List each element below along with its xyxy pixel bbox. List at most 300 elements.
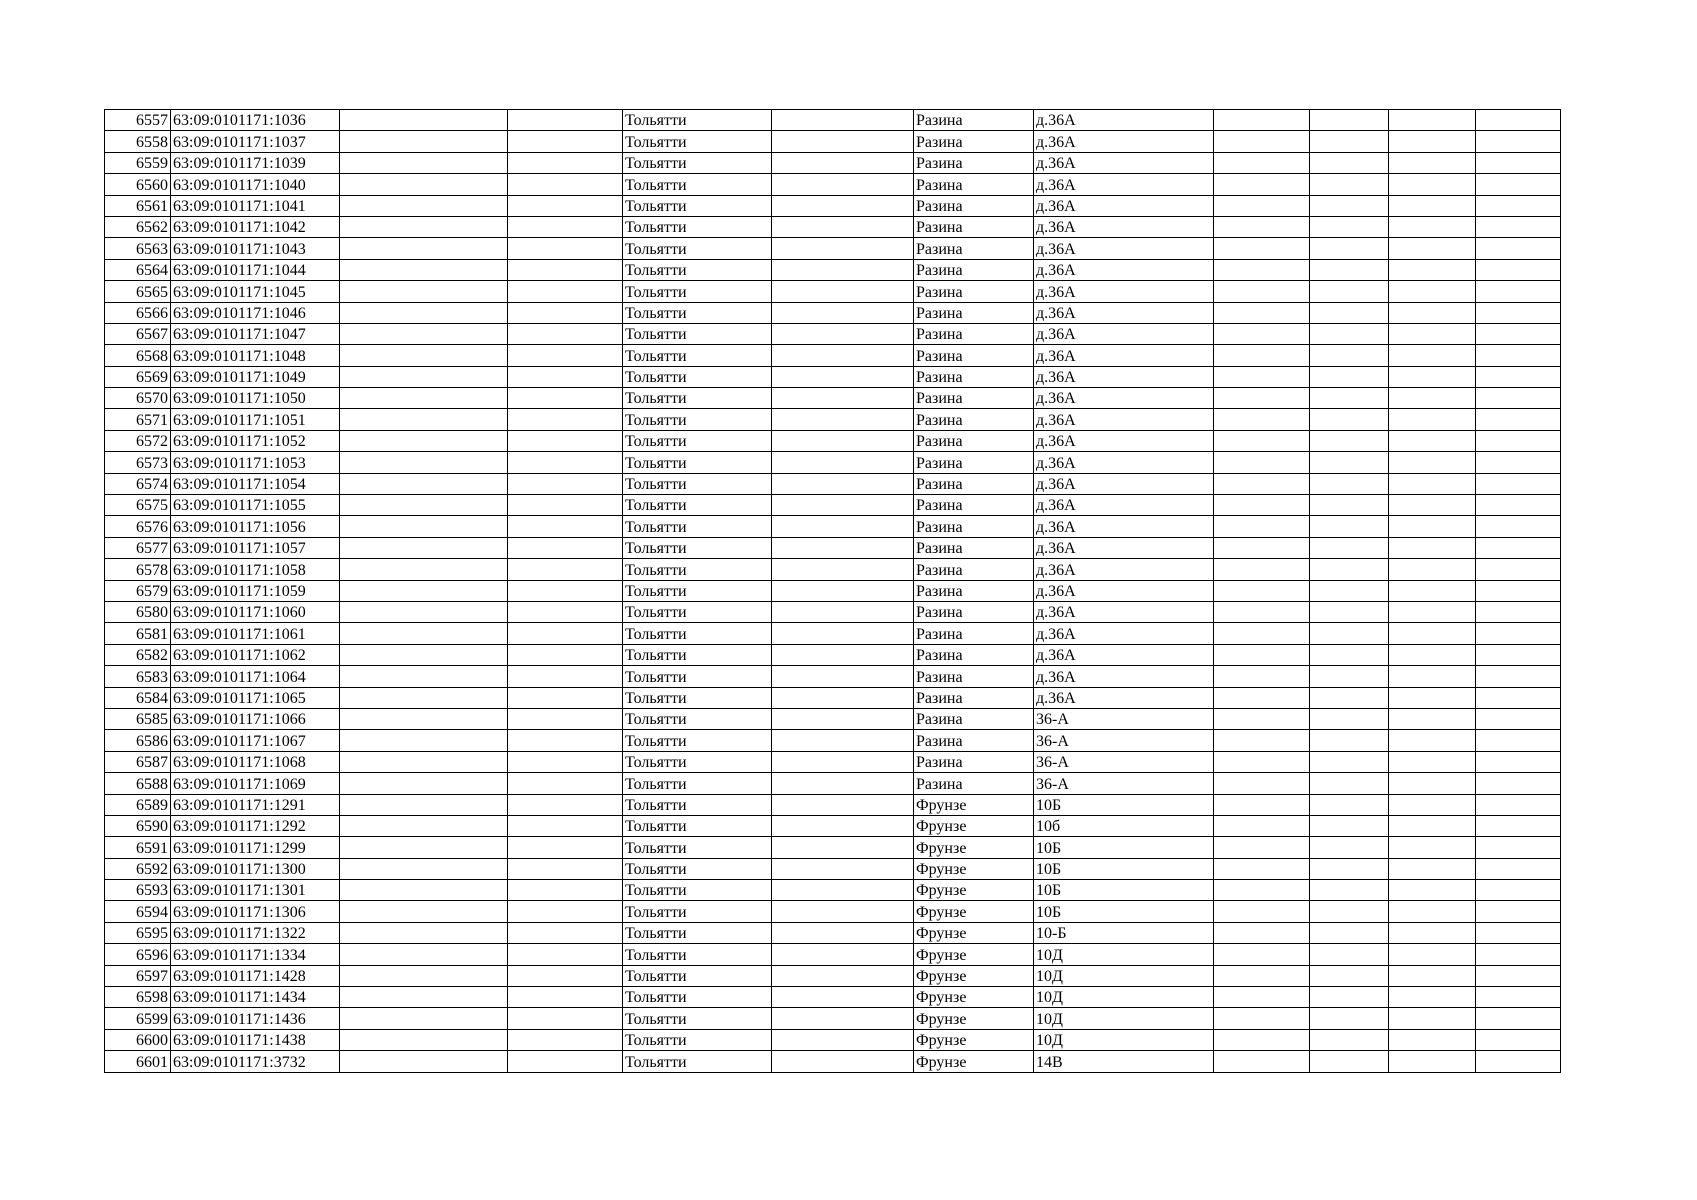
empty-cell [1310,131,1389,152]
empty-cell [340,452,508,473]
empty-cell [772,1051,914,1072]
house-number: д.36А [1034,623,1214,644]
table-row [105,473,1561,494]
table-row [105,259,1561,280]
house-number: 10Д [1034,1008,1214,1029]
house-number: д.36А [1034,110,1214,131]
row-number: 6590 [105,815,171,836]
house-number: д.36А [1034,302,1214,323]
empty-cell [508,388,623,409]
house-number: 36-А [1034,730,1214,751]
house-number: д.36А [1034,452,1214,473]
row-number: 6583 [105,666,171,687]
empty-cell [340,1051,508,1072]
row-number: 6601 [105,1051,171,1072]
row-number: 6563 [105,238,171,259]
cadastral-number: 63:09:0101171:1049 [171,366,340,387]
table-row [105,281,1561,302]
empty-cell [1389,537,1476,558]
house-number: д.36А [1034,366,1214,387]
empty-cell [1389,987,1476,1008]
empty-cell [1389,708,1476,729]
house-number: 10Б [1034,880,1214,901]
empty-cell [1476,901,1561,922]
row-number: 6561 [105,195,171,216]
empty-cell [1310,901,1389,922]
cadastral-number: 63:09:0101171:1062 [171,644,340,665]
empty-cell [340,366,508,387]
empty-cell [1214,323,1310,344]
house-number: д.36А [1034,152,1214,173]
empty-cell [508,345,623,366]
empty-cell [772,559,914,580]
empty-cell [1214,580,1310,601]
row-number: 6586 [105,730,171,751]
empty-cell [1389,794,1476,815]
city-name: Тольятти [623,773,772,794]
empty-cell [1389,880,1476,901]
street-name: Разина [914,516,1034,537]
empty-cell [772,430,914,451]
empty-cell [1310,858,1389,879]
cadastral-number: 63:09:0101171:1061 [171,623,340,644]
empty-cell [1310,216,1389,237]
empty-cell [772,495,914,516]
house-number: д.36А [1034,601,1214,622]
empty-cell [772,601,914,622]
empty-cell [508,559,623,580]
empty-cell [1310,388,1389,409]
city-name: Тольятти [623,580,772,601]
empty-cell [1389,516,1476,537]
empty-cell [1389,687,1476,708]
empty-cell [1214,708,1310,729]
empty-cell [340,687,508,708]
empty-cell [772,131,914,152]
empty-cell [1214,987,1310,1008]
empty-cell [508,452,623,473]
street-name: Разина [914,131,1034,152]
city-name: Тольятти [623,345,772,366]
empty-cell [508,473,623,494]
empty-cell [1476,687,1561,708]
empty-cell [1389,623,1476,644]
city-name: Тольятти [623,730,772,751]
city-name: Тольятти [623,922,772,943]
table-row [105,238,1561,259]
empty-cell [1389,601,1476,622]
house-number: д.36А [1034,580,1214,601]
empty-cell [1476,495,1561,516]
empty-cell [340,409,508,430]
empty-cell [1389,559,1476,580]
empty-cell [1214,815,1310,836]
empty-cell [1389,345,1476,366]
city-name: Тольятти [623,409,772,430]
empty-cell [340,837,508,858]
empty-cell [1389,965,1476,986]
empty-cell [1389,195,1476,216]
empty-cell [508,430,623,451]
empty-cell [1476,1008,1561,1029]
house-number: д.36А [1034,666,1214,687]
empty-cell [1389,323,1476,344]
empty-cell [1389,751,1476,772]
row-number: 6578 [105,559,171,580]
empty-cell [1214,110,1310,131]
house-number: д.36А [1034,259,1214,280]
cadastral-number: 63:09:0101171:1060 [171,601,340,622]
table-row [105,430,1561,451]
empty-cell [772,152,914,173]
table-row [105,773,1561,794]
house-number: д.36А [1034,495,1214,516]
empty-cell [1214,922,1310,943]
cadastral-number: 63:09:0101171:1299 [171,837,340,858]
empty-cell [1389,944,1476,965]
table-row [105,837,1561,858]
empty-cell [1476,708,1561,729]
table-row [105,858,1561,879]
empty-cell [340,901,508,922]
empty-cell [1310,687,1389,708]
empty-cell [1310,452,1389,473]
empty-cell [1476,559,1561,580]
empty-cell [1310,965,1389,986]
empty-cell [340,666,508,687]
empty-cell [1310,516,1389,537]
row-number: 6565 [105,281,171,302]
empty-cell [1476,152,1561,173]
empty-cell [772,238,914,259]
empty-cell [1310,110,1389,131]
empty-cell [772,174,914,195]
empty-cell [1310,281,1389,302]
cadastral-number: 63:09:0101171:1044 [171,259,340,280]
city-name: Тольятти [623,281,772,302]
table-row [105,195,1561,216]
empty-cell [1476,601,1561,622]
street-name: Разина [914,751,1034,772]
empty-cell [508,580,623,601]
empty-cell [340,195,508,216]
table-row [105,644,1561,665]
empty-cell [772,516,914,537]
empty-cell [1214,944,1310,965]
empty-cell [1476,922,1561,943]
empty-cell [1214,773,1310,794]
city-name: Тольятти [623,452,772,473]
city-name: Тольятти [623,1051,772,1072]
empty-cell [1389,815,1476,836]
cadastral-number: 63:09:0101171:1292 [171,815,340,836]
empty-cell [1389,366,1476,387]
table-row [105,131,1561,152]
empty-cell [1476,944,1561,965]
row-number: 6566 [105,302,171,323]
empty-cell [1476,131,1561,152]
table-row [105,987,1561,1008]
house-number: д.36А [1034,131,1214,152]
street-name: Разина [914,473,1034,494]
house-number: д.36А [1034,473,1214,494]
empty-cell [772,987,914,1008]
table-row [105,687,1561,708]
empty-cell [1389,901,1476,922]
empty-cell [1214,858,1310,879]
house-number: д.36А [1034,409,1214,430]
empty-cell [1389,174,1476,195]
empty-cell [772,794,914,815]
table-row [105,601,1561,622]
street-name: Разина [914,623,1034,644]
city-name: Тольятти [623,174,772,195]
empty-cell [772,345,914,366]
cadastral-number: 63:09:0101171:1057 [171,537,340,558]
cadastral-number: 63:09:0101171:1069 [171,773,340,794]
empty-cell [772,473,914,494]
table-row [105,944,1561,965]
registry-table-body [105,110,1561,1073]
empty-cell [1389,259,1476,280]
empty-cell [508,1029,623,1050]
street-name: Фрунзе [914,1051,1034,1072]
street-name: Разина [914,495,1034,516]
cadastral-number: 63:09:0101171:1306 [171,901,340,922]
empty-cell [340,601,508,622]
city-name: Тольятти [623,259,772,280]
table-row [105,751,1561,772]
empty-cell [508,366,623,387]
street-name: Разина [914,559,1034,580]
empty-cell [1476,1029,1561,1050]
street-name: Разина [914,644,1034,665]
empty-cell [1476,323,1561,344]
empty-cell [1476,195,1561,216]
house-number: 10Б [1034,794,1214,815]
house-number: д.36А [1034,174,1214,195]
empty-cell [340,345,508,366]
empty-cell [340,259,508,280]
empty-cell [1476,281,1561,302]
empty-cell [1310,366,1389,387]
empty-cell [340,537,508,558]
empty-cell [1476,644,1561,665]
cadastral-number: 63:09:0101171:3732 [171,1051,340,1072]
empty-cell [772,452,914,473]
cadastral-number: 63:09:0101171:1052 [171,430,340,451]
city-name: Тольятти [623,987,772,1008]
empty-cell [1214,751,1310,772]
cadastral-number: 63:09:0101171:1053 [171,452,340,473]
empty-cell [1310,623,1389,644]
empty-cell [772,281,914,302]
city-name: Тольятти [623,1029,772,1050]
empty-cell [340,473,508,494]
empty-cell [772,901,914,922]
empty-cell [772,965,914,986]
cadastral-number: 63:09:0101171:1064 [171,666,340,687]
empty-cell [1310,1051,1389,1072]
empty-cell [508,238,623,259]
row-number: 6594 [105,901,171,922]
empty-cell [1476,773,1561,794]
row-number: 6560 [105,174,171,195]
empty-cell [1310,601,1389,622]
table-row [105,666,1561,687]
empty-cell [1476,452,1561,473]
empty-cell [1389,110,1476,131]
city-name: Тольятти [623,537,772,558]
empty-cell [1476,409,1561,430]
city-name: Тольятти [623,858,772,879]
empty-cell [340,110,508,131]
empty-cell [1476,238,1561,259]
empty-cell [508,516,623,537]
empty-cell [1214,601,1310,622]
empty-cell [1310,944,1389,965]
empty-cell [1310,495,1389,516]
empty-cell [1214,238,1310,259]
empty-cell [1476,366,1561,387]
cadastral-number: 63:09:0101171:1046 [171,302,340,323]
empty-cell [340,858,508,879]
empty-cell [1476,858,1561,879]
empty-cell [508,409,623,430]
house-number: д.36А [1034,281,1214,302]
empty-cell [772,409,914,430]
house-number: д.36А [1034,687,1214,708]
row-number: 6589 [105,794,171,815]
empty-cell [340,623,508,644]
street-name: Разина [914,323,1034,344]
street-name: Фрунзе [914,858,1034,879]
empty-cell [508,601,623,622]
cadastral-number: 63:09:0101171:1066 [171,708,340,729]
empty-cell [772,880,914,901]
street-name: Разина [914,281,1034,302]
empty-cell [340,323,508,344]
cadastral-number: 63:09:0101171:1055 [171,495,340,516]
empty-cell [1310,473,1389,494]
empty-cell [1476,666,1561,687]
row-number: 6581 [105,623,171,644]
table-row [105,174,1561,195]
cadastral-number: 63:09:0101171:1042 [171,216,340,237]
empty-cell [1310,409,1389,430]
empty-cell [340,152,508,173]
empty-cell [340,987,508,1008]
street-name: Фрунзе [914,901,1034,922]
empty-cell [772,259,914,280]
empty-cell [772,366,914,387]
row-number: 6570 [105,388,171,409]
empty-cell [340,238,508,259]
empty-cell [772,666,914,687]
empty-cell [1389,1029,1476,1050]
empty-cell [1389,216,1476,237]
table-row [105,152,1561,173]
house-number: д.36А [1034,345,1214,366]
empty-cell [1389,580,1476,601]
empty-cell [508,174,623,195]
empty-cell [1310,880,1389,901]
empty-cell [1214,473,1310,494]
empty-cell [1214,495,1310,516]
empty-cell [340,1008,508,1029]
empty-cell [1476,430,1561,451]
registry-table [104,109,1561,1073]
street-name: Фрунзе [914,1029,1034,1050]
table-row [105,580,1561,601]
cadastral-number: 63:09:0101171:1059 [171,580,340,601]
row-number: 6573 [105,452,171,473]
empty-cell [340,730,508,751]
empty-cell [508,880,623,901]
empty-cell [1310,345,1389,366]
empty-cell [1476,815,1561,836]
street-name: Разина [914,601,1034,622]
empty-cell [1389,452,1476,473]
empty-cell [1476,345,1561,366]
table-row [105,110,1561,131]
empty-cell [1214,452,1310,473]
table-row [105,965,1561,986]
table-row [105,388,1561,409]
empty-cell [772,623,914,644]
street-name: Разина [914,537,1034,558]
cadastral-number: 63:09:0101171:1037 [171,131,340,152]
empty-cell [1389,238,1476,259]
city-name: Тольятти [623,388,772,409]
empty-cell [1476,1051,1561,1072]
cadastral-number: 63:09:0101171:1065 [171,687,340,708]
empty-cell [340,965,508,986]
row-number: 6559 [105,152,171,173]
empty-cell [1476,794,1561,815]
city-name: Тольятти [623,965,772,986]
city-name: Тольятти [623,366,772,387]
empty-cell [1389,922,1476,943]
table-row [105,495,1561,516]
table-row [105,623,1561,644]
cadastral-number: 63:09:0101171:1041 [171,195,340,216]
empty-cell [508,216,623,237]
row-number: 6576 [105,516,171,537]
empty-cell [508,708,623,729]
empty-cell [1310,922,1389,943]
empty-cell [508,773,623,794]
table-row [105,708,1561,729]
city-name: Тольятти [623,473,772,494]
cadastral-number: 63:09:0101171:1054 [171,473,340,494]
house-number: 10Д [1034,944,1214,965]
row-number: 6567 [105,323,171,344]
empty-cell [508,302,623,323]
empty-cell [1310,644,1389,665]
empty-cell [508,944,623,965]
empty-cell [340,131,508,152]
cadastral-number: 63:09:0101171:1056 [171,516,340,537]
city-name: Тольятти [623,794,772,815]
row-number: 6595 [105,922,171,943]
empty-cell [1310,195,1389,216]
empty-cell [1214,366,1310,387]
row-number: 6580 [105,601,171,622]
city-name: Тольятти [623,195,772,216]
street-name: Разина [914,238,1034,259]
house-number: д.36А [1034,537,1214,558]
